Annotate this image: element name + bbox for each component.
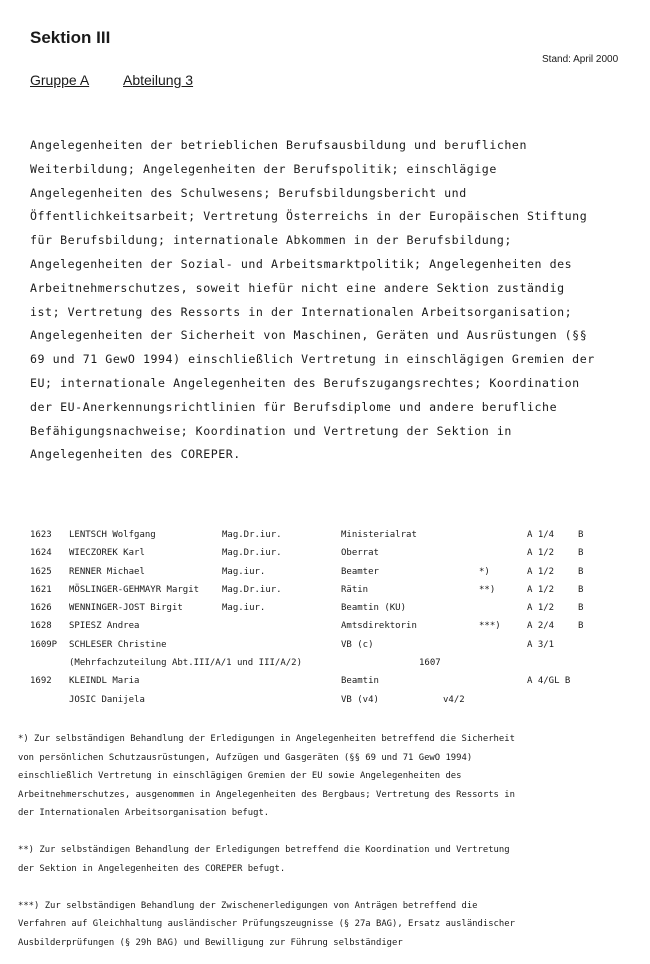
section-title: Sektion III (30, 28, 111, 47)
paragraph-line: 69 und 71 GewO 1994) einschließlich Vertretung in einschlägigen Gremien der (30, 352, 595, 367)
paragraph-line: Arbeitnehmerschutzes, soweit hiefür nicht eine andere Sektion zuständig (30, 280, 565, 295)
staff-title: Mag.Dr.iur. (222, 584, 282, 595)
paragraph-line: Angelegenheiten des Schulwesens; Berufsbildungsbericht und (30, 185, 467, 200)
footnote-line: einschließlich Vertretung in einschlägigen Gremien der EU sowie Angelegenheiten des (18, 771, 462, 781)
staff-position: VB (v4) (341, 694, 379, 705)
footnote-line: ***) Zur selbständigen Behandlung der Zwischenerledigungen von Anträgen betreffend die (18, 900, 478, 911)
footnote-line: von persönlichen Schutzausrüstungen, Aufzügen und Gasgeräten (§§ 69 und 71 GewO 1994) (18, 752, 473, 763)
staff-row (30, 617, 630, 635)
paragraph-line: Weiterbildung; Angelegenheiten der Berufspolitik; einschlägige (30, 161, 497, 176)
paragraph-line: der EU-Anerkennungsrichtlinien für Berufsdiplome und andere berufliche (30, 399, 558, 414)
paragraph-line: Befähigungsnachweise; Koordination und Vertretung der Sektion in (30, 423, 512, 438)
staff-row (30, 526, 630, 544)
staff-row (30, 563, 630, 581)
responsibilities-paragraph (30, 134, 630, 467)
staff-grade: A 1/2 (527, 566, 555, 577)
footnote-spacer (18, 823, 638, 842)
staff-assignment-note (30, 654, 630, 672)
stand-date: Stand: April 2000 (542, 54, 619, 65)
staff-group: B (578, 566, 584, 577)
staff-row (30, 636, 630, 654)
staff-id: 1623 (30, 530, 52, 540)
staff-group: B (578, 603, 584, 614)
staff-row (30, 544, 630, 562)
staff-group: B (578, 530, 584, 540)
staff-row (30, 691, 630, 709)
staff-position: Rätin (341, 584, 369, 595)
footnote-line: der Sektion in Angelegenheiten des COREPER befugt. (18, 863, 286, 874)
paragraph-line: Angelegenheiten der betrieblichen Berufsausbildung und beruflichen (30, 138, 527, 152)
staff-id: 1628 (30, 621, 52, 632)
staff-name: MÖSLINGER-GEHMAYR Margit (69, 584, 200, 595)
staff-id: 1609P (30, 639, 58, 650)
staff-position: Beamter (341, 566, 379, 577)
paragraph-line: für Berufsbildung; internationale Abkommen in der Berufsbildung; (30, 233, 512, 248)
staff-name: JOSIC Danijela (69, 694, 145, 705)
staff-title: Mag.Dr.iur. (222, 548, 282, 559)
paragraph-line: ist; Vertretung des Ressorts in der Internationalen Arbeitsorganisation; (30, 304, 573, 319)
staff-id: 1621 (30, 584, 52, 595)
staff-title: Mag.iur. (222, 566, 266, 577)
footnote-line: Verfahren auf Gleichhaltung ausländischer Prüfungszeugnisse (§ 27a BAG), Ersatz ausländischer (18, 919, 515, 929)
footnote-line: der Internationalen Arbeitsorganisation befugt. (18, 808, 270, 818)
staff-group: B (578, 584, 584, 595)
staff-note-mark: *) (479, 566, 490, 577)
footnote-line: Arbeitnehmerschutzes, ausgenommen in Angelegenheiten des Bergbaus; Vertretung des Ressorts in (18, 789, 515, 800)
staff-note-mark: ***) (479, 621, 501, 632)
staff-group: B (578, 621, 584, 632)
footnote-line: **) Zur selbständigen Behandlung der Erledigungen betreffend die Koordination und Vertretung (18, 845, 510, 855)
staff-position: Oberrat (341, 548, 379, 559)
staff-name: SCHLESER Christine (69, 639, 167, 650)
staff-grade: A 2/4 (527, 621, 555, 632)
footnote-line: Ausbilderprüfungen (§ 29h BAG) und Bewilligung zur Führung selbständiger (18, 937, 403, 948)
staff-grade: A 1/2 (527, 603, 555, 614)
staff-name: KLEINDL Maria (69, 676, 140, 687)
paragraph-line: Angelegenheiten des COREPER. (30, 447, 241, 462)
paragraph-line: Angelegenheiten der Sicherheit von Maschinen, Geräten und Ausrüstungen (§§ (30, 328, 588, 343)
staff-name: RENNER Michael (69, 566, 145, 577)
paragraph-line: Öffentlichkeitsarbeit; Vertretung Österreichs in der Europäischen Stiftung (30, 209, 588, 224)
staff-row (30, 672, 630, 690)
assignment-note-text: (Mehrfachzuteilung Abt.III/A/1 und III/A/2) (69, 658, 302, 669)
staff-group: B (578, 548, 584, 559)
staff-row (30, 599, 630, 617)
staff-position: Beamtin (341, 676, 379, 687)
footnote-line: *) Zur selbständigen Behandlung der Erledigungen in Angelegenheiten betreffend die Sicherheit (18, 734, 515, 744)
staff-title: Mag.iur. (222, 603, 266, 614)
group-heading: Gruppe A (30, 72, 90, 88)
staff-v-grade: v4/2 (443, 694, 465, 705)
staff-grade: A 3/1 (527, 639, 555, 650)
staff-note-mark: **) (479, 584, 496, 595)
staff-name: SPIESZ Andrea (69, 621, 140, 632)
department-heading: Abteilung 3 (123, 72, 194, 88)
staff-id: 1626 (30, 603, 52, 614)
staff-row (30, 581, 630, 599)
staff-id: 1625 (30, 566, 52, 577)
staff-grade: A 4/GL B (527, 676, 571, 687)
staff-name: WIECZOREK Karl (69, 548, 145, 559)
assignment-note-ref: 1607 (419, 658, 441, 669)
paragraph-line: Angelegenheiten der Sozial- und Arbeitsmarktpolitik; Angelegenheiten des (30, 256, 573, 271)
staff-id: 1624 (30, 548, 52, 559)
staff-id: 1692 (30, 676, 52, 687)
footnotes (18, 730, 638, 952)
staff-position: Ministerialrat (341, 530, 417, 540)
paragraph-line: EU; internationale Angelegenheiten des Berufszugangsrechtes; Koordination (30, 375, 580, 390)
staff-position: Amtsdirektorin (341, 621, 417, 632)
staff-grade: A 1/2 (527, 584, 555, 595)
staff-name: LENTSCH Wolfgang (69, 530, 156, 540)
staff-grade: A 1/4 (527, 530, 555, 540)
staff-list (30, 526, 630, 709)
footnote-spacer (18, 878, 638, 897)
staff-name: WENNINGER-JOST Birgit (69, 603, 183, 614)
staff-grade: A 1/2 (527, 548, 555, 559)
staff-position: Beamtin (KU) (341, 603, 407, 614)
staff-title: Mag.Dr.iur. (222, 530, 282, 540)
staff-position: VB (c) (341, 639, 374, 650)
